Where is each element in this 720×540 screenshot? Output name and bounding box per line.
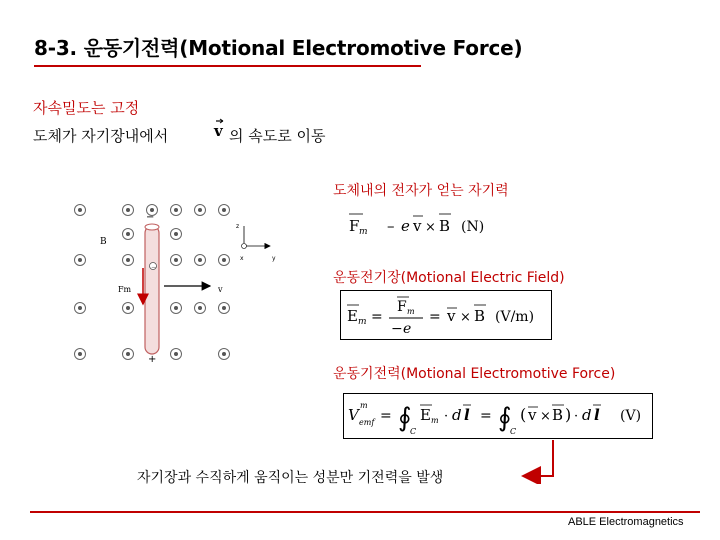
force-label: Fm: [118, 285, 132, 294]
axis-z-label: z: [236, 223, 240, 230]
force-section-label: 도체내의 전자가 얻는 자기력: [333, 183, 509, 199]
emf-section-label-text: 운동기전력(Motional Electromotive Force): [333, 366, 616, 382]
svg-text:d: d: [582, 406, 592, 424]
svg-text:=: =: [371, 309, 383, 325]
svg-text:=: =: [380, 408, 392, 424]
svg-text:m: m: [358, 317, 367, 327]
svg-text:∮: ∮: [398, 403, 412, 433]
svg-text:·: ·: [444, 409, 449, 424]
svg-text:B: B: [474, 307, 486, 325]
svg-text:F: F: [397, 299, 407, 315]
svg-text:e: e: [401, 217, 410, 235]
svg-text:E: E: [347, 307, 358, 325]
svg-text:d: d: [452, 406, 462, 424]
svg-text:−: −: [391, 321, 403, 337]
emf-unit: (V): [620, 408, 642, 424]
svg-text:): ): [565, 405, 572, 424]
svg-text:B: B: [552, 406, 564, 424]
field-section-label: [333, 267, 565, 287]
svg-text:=: =: [429, 309, 441, 325]
svg-text:l: l: [594, 406, 600, 424]
svg-text:=: =: [480, 408, 492, 424]
svg-text:v: v: [413, 217, 422, 235]
page-title: 8-3. 운동기전력(Motional Electromotive Force): [34, 36, 523, 60]
svg-text:m: m: [407, 307, 415, 316]
intro-line-1: 자속밀도는 고정: [33, 99, 140, 117]
svg-text:∮: ∮: [498, 403, 512, 433]
b-field-label: B: [100, 237, 107, 247]
field-equation: [340, 290, 552, 340]
intro-line-2: 도체가 자기장내에서: [33, 127, 169, 145]
svg-text:l: l: [464, 406, 470, 424]
svg-text:–: –: [387, 217, 395, 235]
svg-text:C: C: [510, 427, 517, 436]
svg-text:×: ×: [540, 409, 551, 424]
svg-text:m: m: [360, 401, 368, 410]
svg-text:×: ×: [425, 220, 436, 235]
field-unit: (V/m): [495, 309, 535, 325]
svg-text:B: B: [439, 217, 451, 235]
axis-x-label: x: [240, 255, 244, 262]
minus-sign: −: [146, 212, 155, 223]
svg-text:m: m: [359, 227, 368, 237]
svg-text:emf: emf: [359, 418, 375, 427]
svg-text:·: ·: [574, 409, 579, 424]
svg-text:E: E: [420, 406, 431, 424]
field-section-label-text: 운동전기장(Motional Electric Field): [333, 270, 565, 286]
connector-arrow: [520, 438, 560, 484]
svg-text:−: −: [151, 264, 157, 271]
intro-line-2-suffix: 의 속도로 이동: [229, 127, 326, 145]
svg-text:C: C: [410, 427, 417, 436]
conductor-rod: [145, 226, 159, 354]
svg-text:v: v: [528, 406, 537, 424]
force-unit: (N): [461, 219, 485, 235]
plus-sign: +: [148, 354, 157, 365]
emf-section-label: [333, 363, 615, 383]
emf-equation: [343, 393, 653, 439]
footer-rule: [30, 511, 700, 513]
svg-text:(: (: [520, 405, 527, 424]
svg-text:V: V: [348, 406, 359, 424]
axis-triad: [236, 223, 276, 262]
svg-text:e: e: [403, 321, 412, 337]
svg-text:v: v: [447, 307, 456, 325]
force-equation: [342, 206, 502, 244]
conductor-diagram: [60, 190, 300, 370]
velocity-symbol: [214, 122, 223, 140]
title-underline: [34, 65, 421, 67]
bottom-note: 자기장과 수직하게 움직이는 성분만 기전력을 발생: [137, 470, 444, 486]
footer-text: ABLE Electromagnetics: [568, 516, 684, 528]
svg-text:×: ×: [460, 310, 471, 325]
velocity-symbol-letter: v: [214, 122, 223, 140]
svg-text:F: F: [349, 217, 360, 235]
svg-text:m: m: [431, 416, 439, 425]
velocity-label: v: [218, 285, 223, 294]
axis-y-label: y: [272, 255, 276, 262]
